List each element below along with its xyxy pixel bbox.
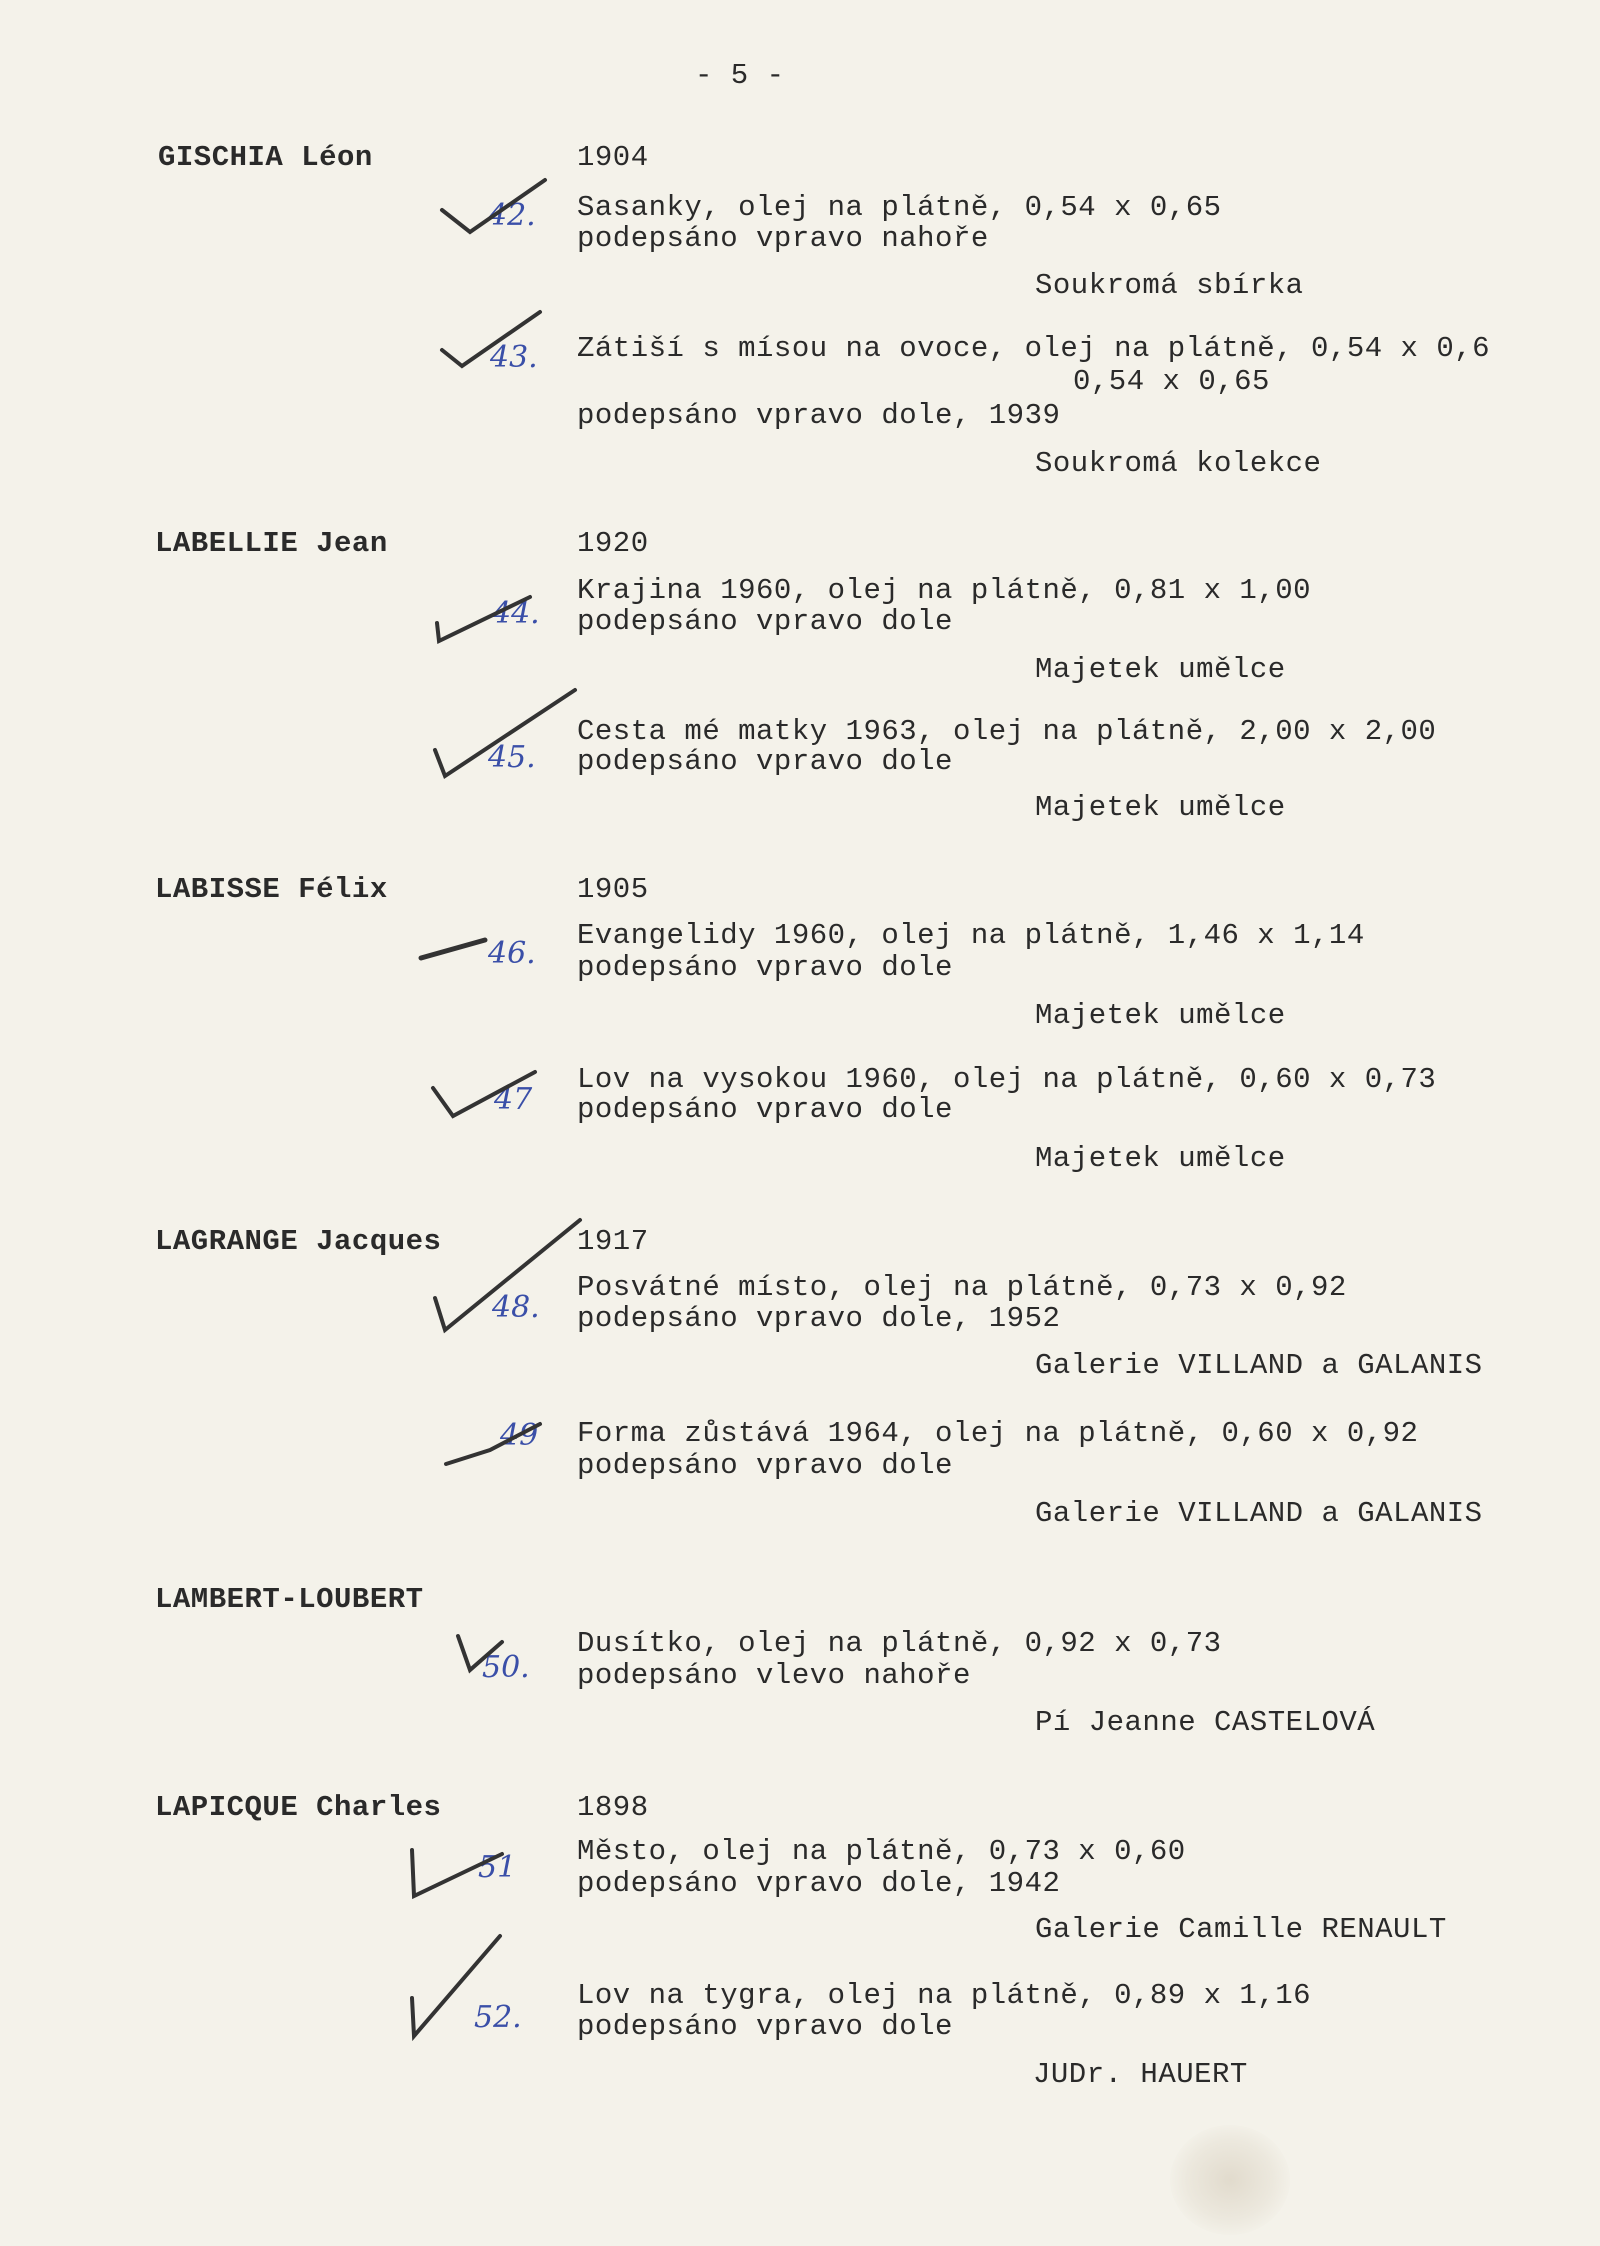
work-title-line: Forma zůstává 1964, olej na plátně, 0,60 x 0,92 — [577, 1417, 1419, 1450]
catalog-number: 52. — [474, 2000, 522, 2035]
checkmark-icon — [430, 170, 560, 250]
catalog-number: 49 — [500, 1418, 539, 1453]
artist-year: 1904 — [577, 141, 649, 174]
catalog-number: 51 — [478, 1850, 517, 1885]
work-title-line: Dusítko, olej na plátně, 0,92 x 0,73 — [577, 1627, 1222, 1660]
work-owner: Pí Jeanne CASTELOVÁ — [1035, 1706, 1376, 1739]
work-owner: Majetek umělce — [1035, 999, 1286, 1032]
work-signature-line: podepsáno vpravo dole — [577, 951, 953, 984]
checkmark-icon — [425, 1060, 565, 1130]
paper-stain — [1170, 2125, 1290, 2235]
artist-year: 1917 — [577, 1225, 649, 1258]
work-signature-line: podepsáno vpravo dole — [577, 1093, 953, 1126]
work-signature-line: podepsáno vpravo dole — [577, 1449, 953, 1482]
work-title-line: Krajina 1960, olej na plátně, 0,81 x 1,00 — [577, 574, 1312, 607]
work-signature-line: podepsáno vpravo dole, 1939 — [577, 399, 1061, 432]
work-signature-line: podepsáno vpravo dole — [577, 745, 953, 778]
catalog-number: 48. — [492, 1290, 540, 1325]
catalog-number: 46. — [488, 936, 536, 971]
work-owner: Soukromá kolekce — [1035, 447, 1322, 480]
work-owner: Galerie Camille RENAULT — [1035, 1913, 1447, 1946]
artist-name: LAPICQUE Charles — [155, 1791, 442, 1824]
work-title-line: Evangelidy 1960, olej na plátně, 1,46 x 1,14 — [577, 919, 1365, 952]
work-title-line: Cesta mé matky 1963, olej na plátně, 2,00 x 2,00 — [577, 715, 1437, 748]
checkmark-icon — [425, 1210, 595, 1340]
catalog-number: 44. — [492, 596, 540, 631]
work-title-line: Sasanky, olej na plátně, 0,54 x 0,65 — [577, 191, 1222, 224]
work-title-line: Lov na vysokou 1960, olej na plátně, 0,60 x 0,73 — [577, 1063, 1437, 1096]
catalog-number: 45. — [488, 740, 536, 775]
checkmark-icon — [430, 300, 560, 380]
artist-name: LABELLIE Jean — [155, 527, 388, 560]
artist-name: GISCHIA Léon — [158, 141, 373, 174]
checkmark-icon — [440, 1420, 560, 1480]
catalog-number: 50. — [482, 1650, 530, 1685]
work-owner: Galerie VILLAND a GALANIS — [1035, 1497, 1483, 1530]
work-signature-line: podepsáno vpravo nahoře — [577, 222, 989, 255]
work-signature-line: podepsáno vpravo dole, 1942 — [577, 1867, 1061, 1900]
work-owner: Majetek umělce — [1035, 1142, 1286, 1175]
work-owner: Galerie VILLAND a GALANIS — [1035, 1349, 1483, 1382]
checkmark-icon — [425, 680, 595, 790]
checkmark-icon — [404, 1840, 524, 1910]
work-owner: JUDr. HAUERT — [1033, 2058, 1248, 2091]
work-title-line: Zátiší s mísou na ovoce, olej na plátně, 0,54 x 0,6 — [577, 332, 1491, 365]
work-signature-line: podepsáno vpravo dole — [577, 2010, 953, 2043]
work-owner: Soukromá sbírka — [1035, 269, 1304, 302]
catalog-number: 42. — [488, 198, 536, 233]
work-signature-line: podepsáno vpravo dole, 1952 — [577, 1302, 1061, 1335]
work-owner: Majetek umělce — [1035, 791, 1286, 824]
artist-year: 1905 — [577, 873, 649, 906]
work-dimensions-line: 0,54 x 0,65 — [1073, 365, 1270, 398]
catalog-number: 47 — [494, 1082, 533, 1117]
work-owner: Majetek umělce — [1035, 653, 1286, 686]
work-title-line: Lov na tygra, olej na plátně, 0,89 x 1,16 — [577, 1979, 1312, 2012]
catalog-number: 43. — [490, 340, 538, 375]
artist-year: 1920 — [577, 527, 649, 560]
work-title-line: Posvátné místo, olej na plátně, 0,73 x 0,92 — [577, 1271, 1347, 1304]
work-signature-line: podepsáno vlevo nahoře — [577, 1659, 971, 1692]
work-title-line: Město, olej na plátně, 0,73 x 0,60 — [577, 1835, 1186, 1868]
artist-name: LABISSE Félix — [155, 873, 388, 906]
artist-name: LAMBERT-LOUBERT — [155, 1583, 424, 1616]
work-signature-line: podepsáno vpravo dole — [577, 605, 953, 638]
artist-year: 1898 — [577, 1791, 649, 1824]
checkmark-icon — [425, 575, 555, 655]
page-number: - 5 - — [695, 59, 785, 92]
artist-name: LAGRANGE Jacques — [155, 1225, 442, 1258]
checkmark-icon — [400, 1930, 520, 2060]
checkmark-icon — [452, 1630, 532, 1690]
checkmark-icon — [415, 920, 545, 980]
